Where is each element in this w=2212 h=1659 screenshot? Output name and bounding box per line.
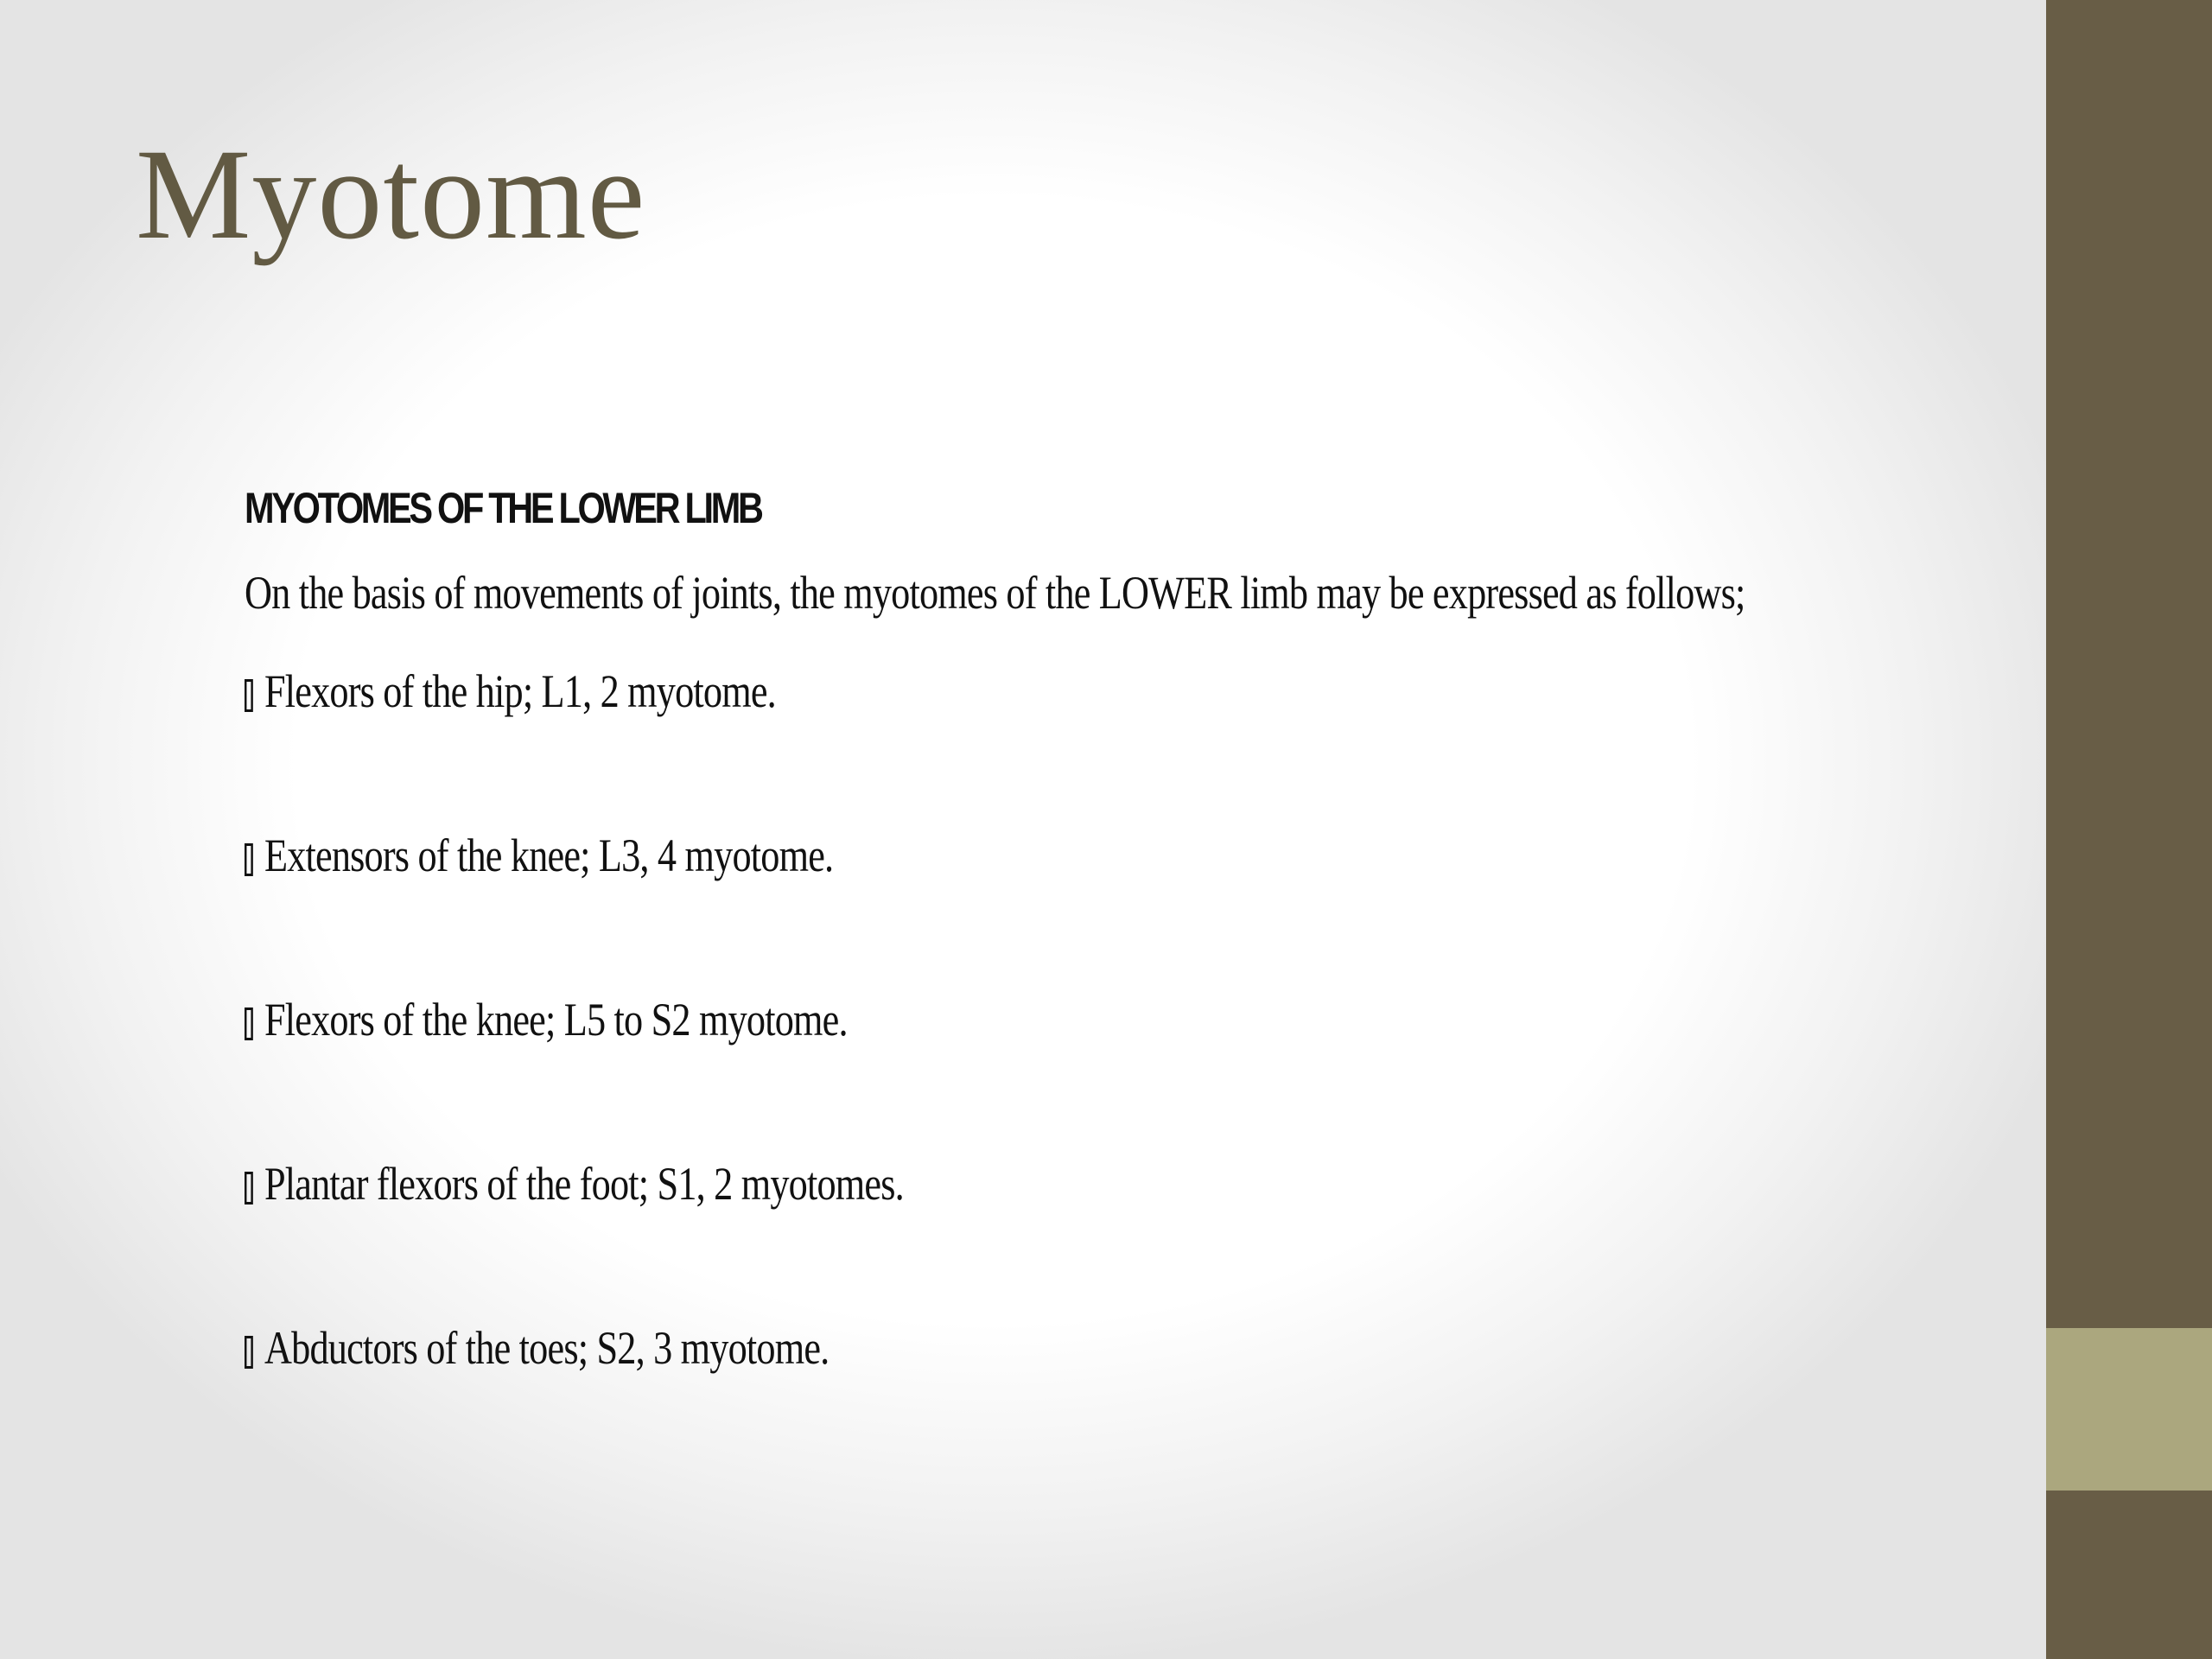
intro-text: On the basis of movements of joints, the myotomes of the LOWER limb may be expressed as follows; <box>245 567 1745 619</box>
missing-glyph-box-icon <box>245 843 253 876</box>
missing-glyph-box-icon <box>245 1007 253 1040</box>
missing-glyph-box-icon <box>245 679 253 712</box>
missing-glyph-box-icon <box>245 1336 253 1369</box>
side-accent-block <box>2046 1328 2212 1491</box>
list-item-text: Plantar flexors of the foot; S1, 2 myotomes. <box>264 1158 904 1210</box>
slide-title: Myotome <box>136 123 646 266</box>
section-heading: MYOTOMES OF THE LOWER LIMB <box>245 484 761 532</box>
list-item <box>245 1317 1662 1379</box>
list-item <box>245 1153 1662 1215</box>
list-item-text: Flexors of the knee; L5 to S2 myotome. <box>264 994 848 1046</box>
list-item-text: Extensors of the knee; L3, 4 myotome. <box>264 830 834 881</box>
slide-content <box>245 474 1973 1379</box>
missing-glyph-box-icon <box>245 1172 253 1205</box>
list-item-text: Flexors of the hip; L1, 2 myotome. <box>264 665 776 717</box>
list-item <box>245 824 1662 887</box>
list-item <box>245 660 1662 722</box>
list-item-text: Abductors of the toes; S2, 3 myotome. <box>264 1322 830 1374</box>
list-item <box>245 988 1662 1051</box>
myotome-list <box>245 660 1973 1379</box>
